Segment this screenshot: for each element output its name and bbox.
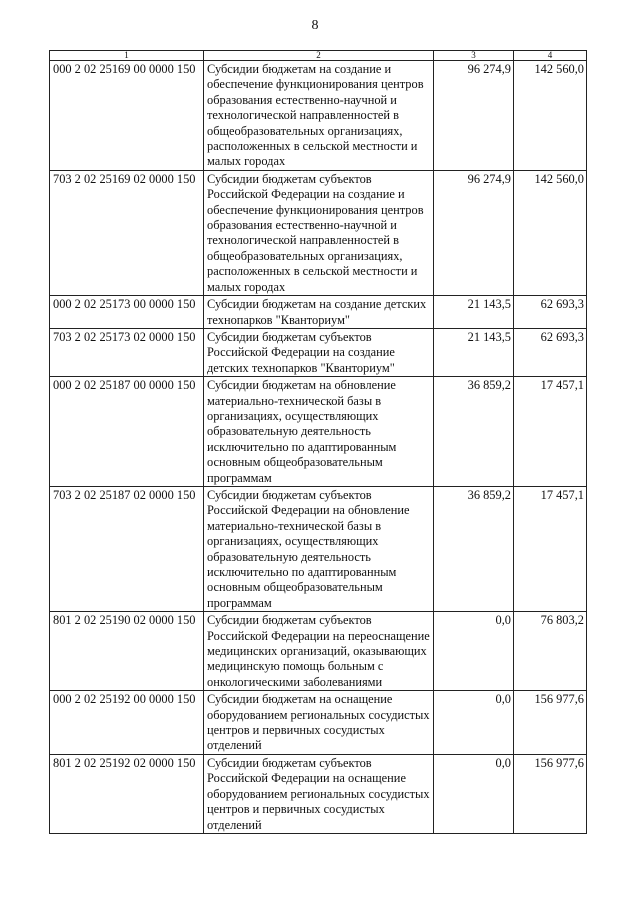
subsidy-name-cell: Субсидии бюджетам субъектов Российской Федерации на создание и обеспечение функционирования центров образования естественно-научной и технологической направленностей в общеобразовательных организациях, расположенных в сельской местности и малых городах — [204, 170, 434, 295]
amount-col3-cell: 21 143,5 — [434, 328, 514, 376]
budget-code-cell: 000 2 02 25187 00 0000 150 — [50, 377, 204, 487]
budget-code-cell: 000 2 02 25169 00 0000 150 — [50, 61, 204, 171]
subsidy-name-cell: Субсидии бюджетам субъектов Российской Федерации на переоснащение медицинских организаций, оказывающих медицинскую помощь больным с онкологическими заболеваниями — [204, 612, 434, 691]
amount-col4-cell: 62 693,3 — [514, 328, 587, 376]
column-number-4: 4 — [514, 51, 587, 61]
table-row — [50, 170, 587, 295]
amount-col3-cell: 36 859,2 — [434, 486, 514, 611]
budget-code-cell: 000 2 02 25173 00 0000 150 — [50, 296, 204, 329]
column-number-2: 2 — [204, 51, 434, 61]
column-number-1: 1 — [50, 51, 204, 61]
amount-col3-cell: 0,0 — [434, 754, 514, 833]
amount-col4-cell: 142 560,0 — [514, 61, 587, 171]
budget-code-cell: 801 2 02 25192 02 0000 150 — [50, 754, 204, 833]
amount-col3-cell: 96 274,9 — [434, 61, 514, 171]
table-row — [50, 486, 587, 611]
subsidy-name-cell: Субсидии бюджетам субъектов Российской Федерации на обновление материально-технической базы в организациях, осуществляющих образовательную деятельность исключительно по адаптированным основным общеобразовательным программам — [204, 486, 434, 611]
table-row — [50, 61, 587, 171]
subsidy-name-cell: Субсидии бюджетам на оснащение оборудованием региональных сосудистых центров и первичных сосудистых отделений — [204, 691, 434, 755]
amount-col3-cell: 0,0 — [434, 691, 514, 755]
budget-revenue-table — [49, 50, 587, 834]
amount-col4-cell: 17 457,1 — [514, 486, 587, 611]
budget-code-cell: 801 2 02 25190 02 0000 150 — [50, 612, 204, 691]
subsidy-name-cell: Субсидии бюджетам субъектов Российской Федерации на создание детских технопарков "Кванториум" — [204, 328, 434, 376]
table-row — [50, 691, 587, 755]
page-number: 8 — [311, 18, 319, 33]
budget-code-cell: 703 2 02 25187 02 0000 150 — [50, 486, 204, 611]
subsidy-name-cell: Субсидии бюджетам на создание детских технопарков "Кванториум" — [204, 296, 434, 329]
amount-col4-cell: 17 457,1 — [514, 377, 587, 487]
table-row — [50, 296, 587, 329]
amount-col4-cell: 76 803,2 — [514, 612, 587, 691]
amount-col4-cell: 156 977,6 — [514, 754, 587, 833]
amount-col3-cell: 21 143,5 — [434, 296, 514, 329]
table-row — [50, 328, 587, 376]
table-row — [50, 377, 587, 487]
amount-col4-cell: 156 977,6 — [514, 691, 587, 755]
budget-code-cell: 703 2 02 25173 02 0000 150 — [50, 328, 204, 376]
subsidy-name-cell: Субсидии бюджетам на создание и обеспечение функционирования центров образования естественно-научной и технологической направленностей в общеобразовательных организациях, расположенных в сельской местности и малых городах — [204, 61, 434, 171]
budget-code-cell: 703 2 02 25169 02 0000 150 — [50, 170, 204, 295]
table-row — [50, 612, 587, 691]
subsidy-name-cell: Субсидии бюджетам субъектов Российской Федерации на оснащение оборудованием региональных сосудистых центров и первичных сосудистых отделений — [204, 754, 434, 833]
amount-col4-cell: 62 693,3 — [514, 296, 587, 329]
table-row — [50, 754, 587, 833]
amount-col3-cell: 0,0 — [434, 612, 514, 691]
amount-col3-cell: 36 859,2 — [434, 377, 514, 487]
budget-code-cell: 000 2 02 25192 00 0000 150 — [50, 691, 204, 755]
subsidy-name-cell: Субсидии бюджетам на обновление материально-технической базы в организациях, осуществляющих образовательную деятельность исключительно по адаптированным основным общеобразовательным программам — [204, 377, 434, 487]
column-number-3: 3 — [434, 51, 514, 61]
amount-col3-cell: 96 274,9 — [434, 170, 514, 295]
column-number-header-row — [50, 51, 587, 61]
amount-col4-cell: 142 560,0 — [514, 170, 587, 295]
